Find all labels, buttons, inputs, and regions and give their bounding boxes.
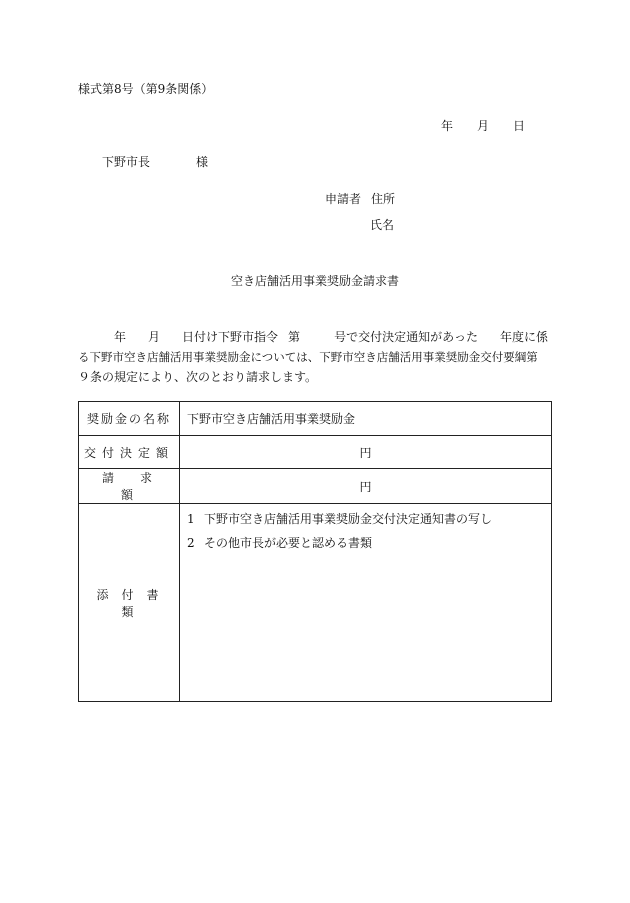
attachment-text: 下野市空き店舗活用事業奨励金交付決定通知書の写し [204, 512, 493, 526]
document-title: 空き店舗活用事業奨励金請求書 [231, 274, 400, 288]
list-item [187, 537, 551, 549]
body-line-1 [78, 327, 552, 347]
body-fiscal-year: 年度に係 [499, 330, 548, 344]
applicant-name-label: 氏名 [370, 218, 395, 232]
list-item [187, 513, 551, 525]
subsidy-name-value: 下野市空き店舗活用事業奨励金 [180, 402, 552, 436]
claim-amount-field[interactable]: 円 [180, 469, 552, 504]
attachment-number: 1 [187, 512, 195, 526]
body-line-2: る下野市空き店舗活用事業奨励金については、下野市空き店舗活用事業奨励金交付要綱第 [78, 350, 538, 364]
attachments-list [180, 504, 552, 702]
body-date-ref: 日付け下野市指令 [182, 330, 279, 344]
table-row [79, 469, 552, 504]
body-year: 年 [114, 330, 127, 344]
claim-amount-label: 請求額 [79, 469, 180, 504]
date-month: 月 [477, 119, 490, 133]
applicant-block [325, 193, 395, 205]
decision-amount-field[interactable]: 円 [180, 436, 552, 469]
body-no-prefix: 第 [288, 330, 301, 344]
applicant-address-label: 住所 [371, 192, 396, 206]
decision-amount-label: 交付決定額 [79, 436, 180, 469]
date-line [441, 120, 525, 132]
date-day: 日 [513, 119, 526, 133]
attachment-text: その他市長が必要と認める書類 [204, 536, 373, 550]
body-text [78, 327, 552, 387]
date-year: 年 [441, 119, 454, 133]
attachment-number: 2 [187, 536, 195, 550]
subsidy-name-label: 奨励金の名称 [79, 402, 180, 436]
attachments-label: 添付書類 [79, 504, 180, 702]
addressee-name: 下野市長 [102, 155, 151, 169]
body-line-3: ９条の規定により、次のとおり請求します。 [78, 370, 318, 384]
applicant-label: 申請者 [325, 192, 362, 206]
claim-table [78, 401, 552, 702]
table-row [79, 436, 552, 469]
addressee-honorific: 様 [196, 155, 209, 169]
body-month: 月 [148, 330, 161, 344]
addressee [102, 156, 208, 168]
body-no-suffix: 号で交付決定通知があった [334, 330, 478, 344]
table-row [79, 504, 552, 702]
form-number: 様式第8号（第9条関係） [78, 82, 214, 96]
table-row [79, 402, 552, 436]
